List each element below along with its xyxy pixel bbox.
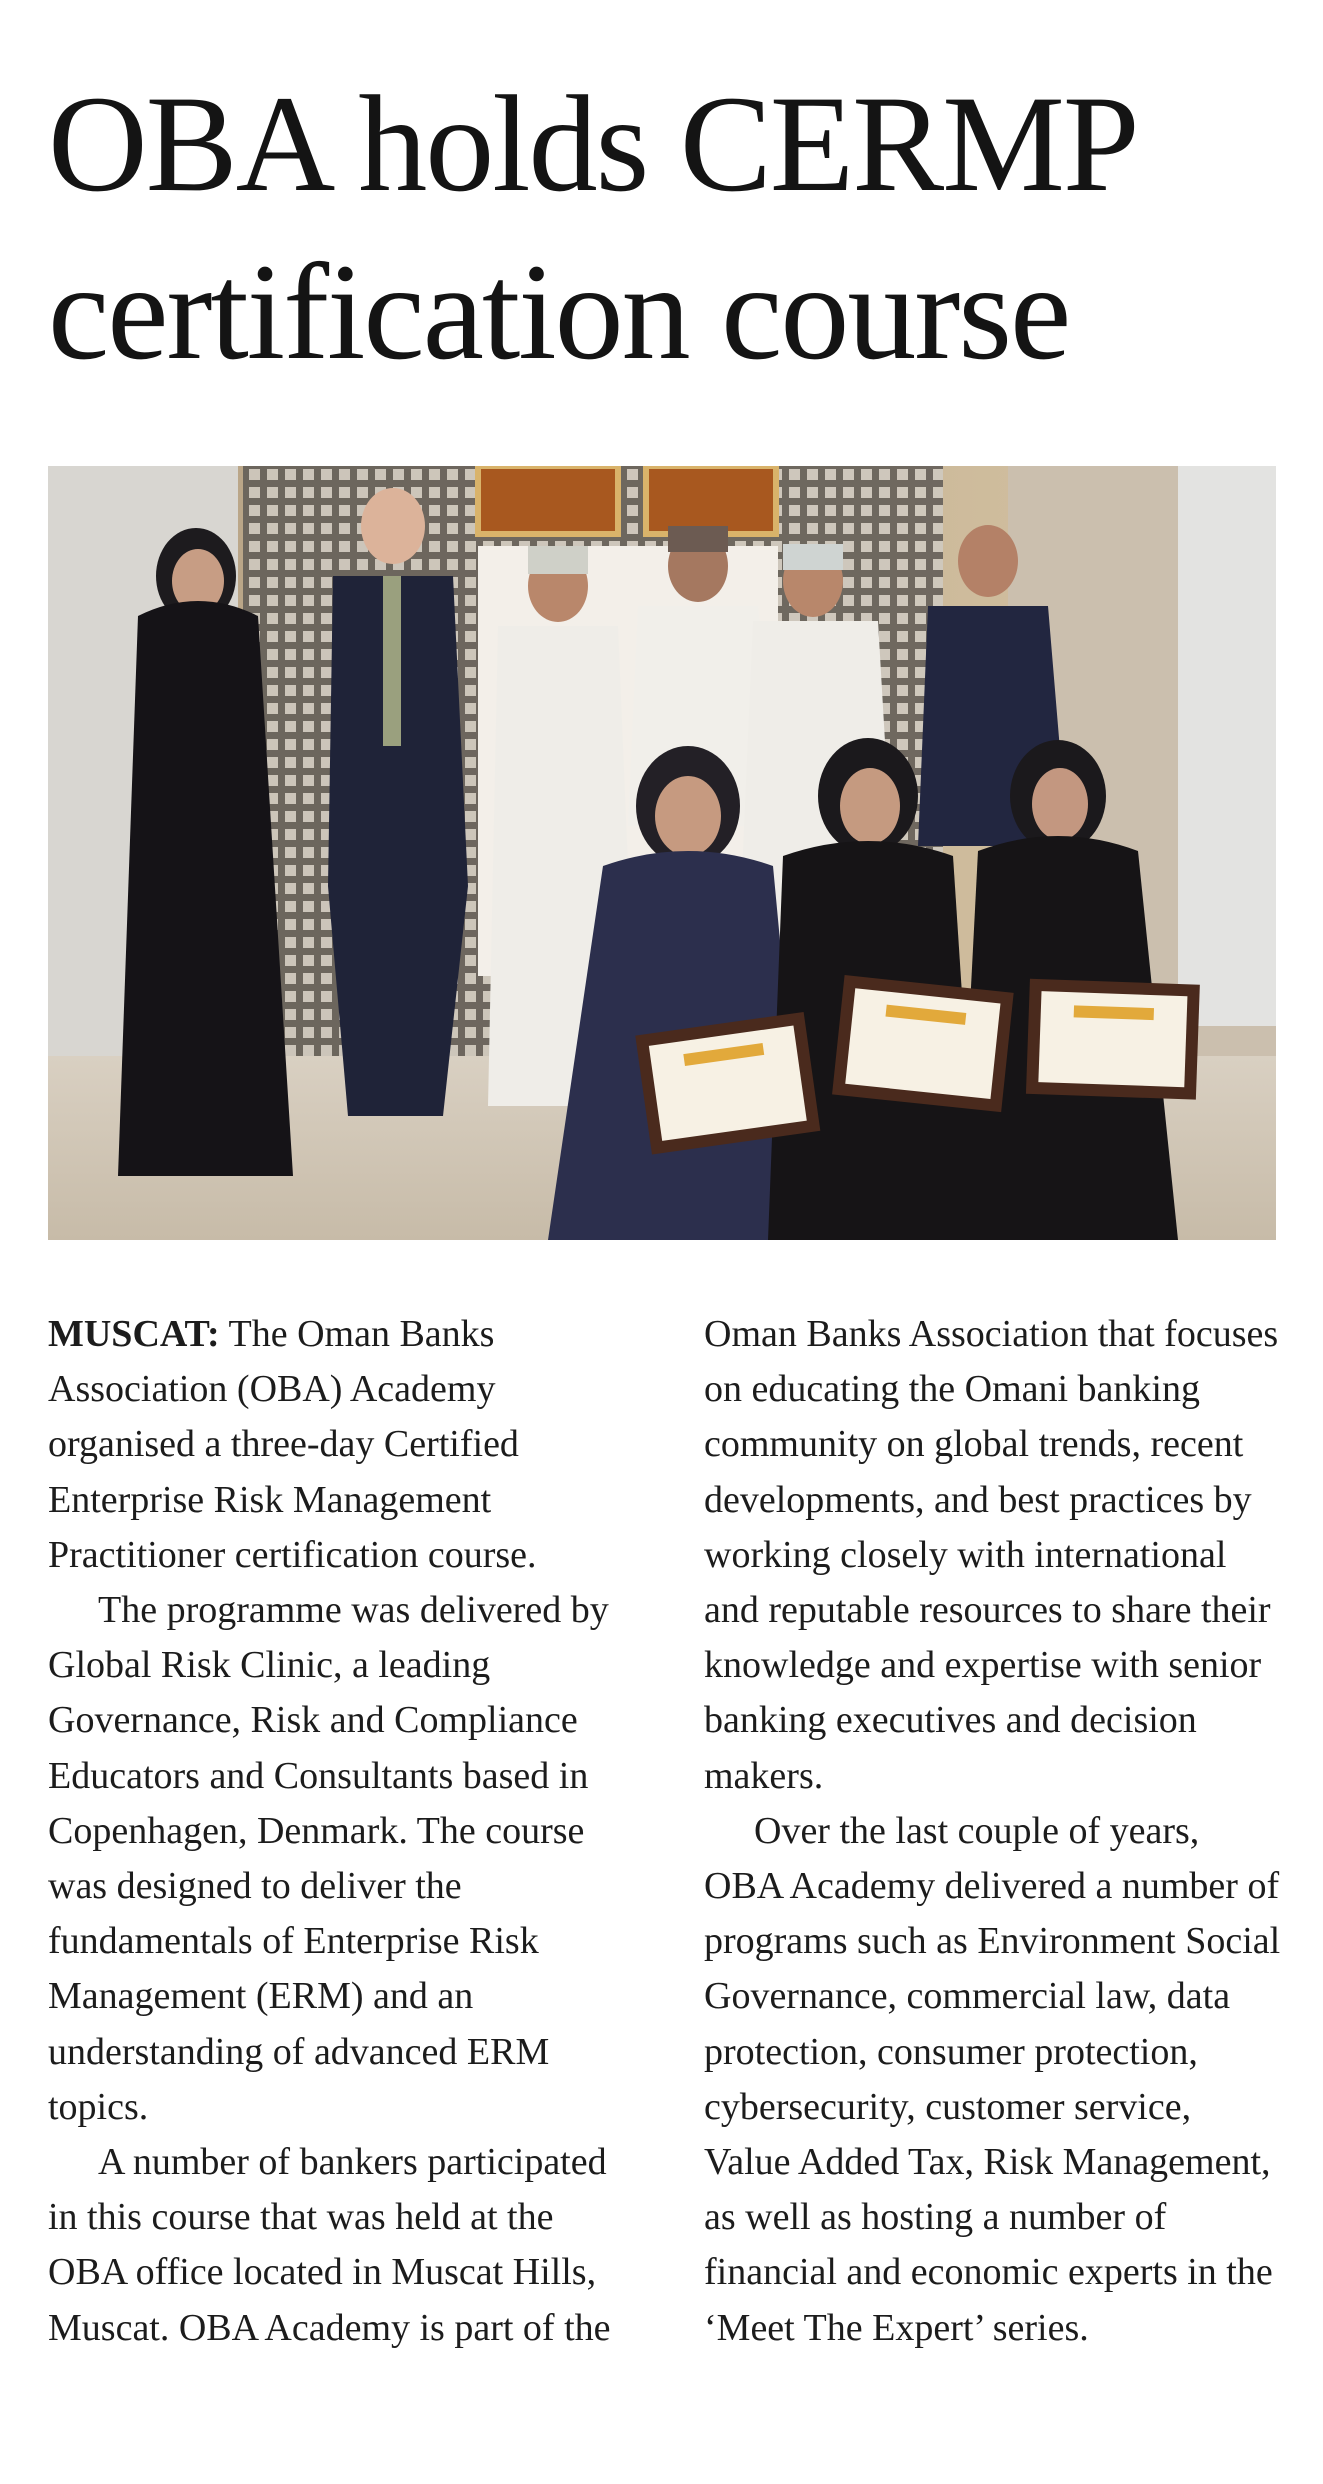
headline-line-2: certification course: [48, 235, 1070, 388]
article-paragraph: Over the last couple of years, OBA Academy delivered a number of programs such as Environment Social Governance, commercial law, data protection, consumer protection, cybersecurity, customer service, Value Added Tax, Risk Management, as well as hosting a number of financial and economic experts in the ‘Meet The Expert’ series.: [704, 1809, 1281, 2349]
paragraph-text: The Oman Banks Association (OBA) Academy organised a three-day Certified Enterprise Risk Management Practitioner certification course.: [48, 1313, 537, 1576]
article-paragraph: The programme was delivered by Global Risk Clinic, a leading Governance, Risk and Compliance Educators and Consultants based in Copenhagen, Denmark. The course was designed to deliver the fundamentals of Enterprise Risk Management (ERM) and an understanding of advanced ERM topics.: [48, 1589, 609, 2128]
headline-line-1: OBA holds CERMP: [48, 67, 1138, 220]
article-column-left: [48, 1307, 628, 2356]
article-paragraph: Oman Banks Association that focuses on educating the Omani banking community on global trends, recent developments, and best practices by working closely with international and reputable resources to share their knowledge and expertise with senior banking executives and decision makers.: [704, 1313, 1279, 1797]
group-photo: [48, 466, 1276, 1240]
group-photo-icon: [48, 466, 1276, 1240]
headline: [48, 60, 1288, 396]
article-paragraph: [48, 1307, 628, 1583]
article-paragraph: A number of bankers participated in this course that was held at the OBA office located in Muscat Hills, Muscat. OBA Academy is part of the: [48, 2141, 611, 2349]
article-column-right: [704, 1307, 1284, 2356]
dateline: MUSCAT:: [48, 1313, 220, 1355]
